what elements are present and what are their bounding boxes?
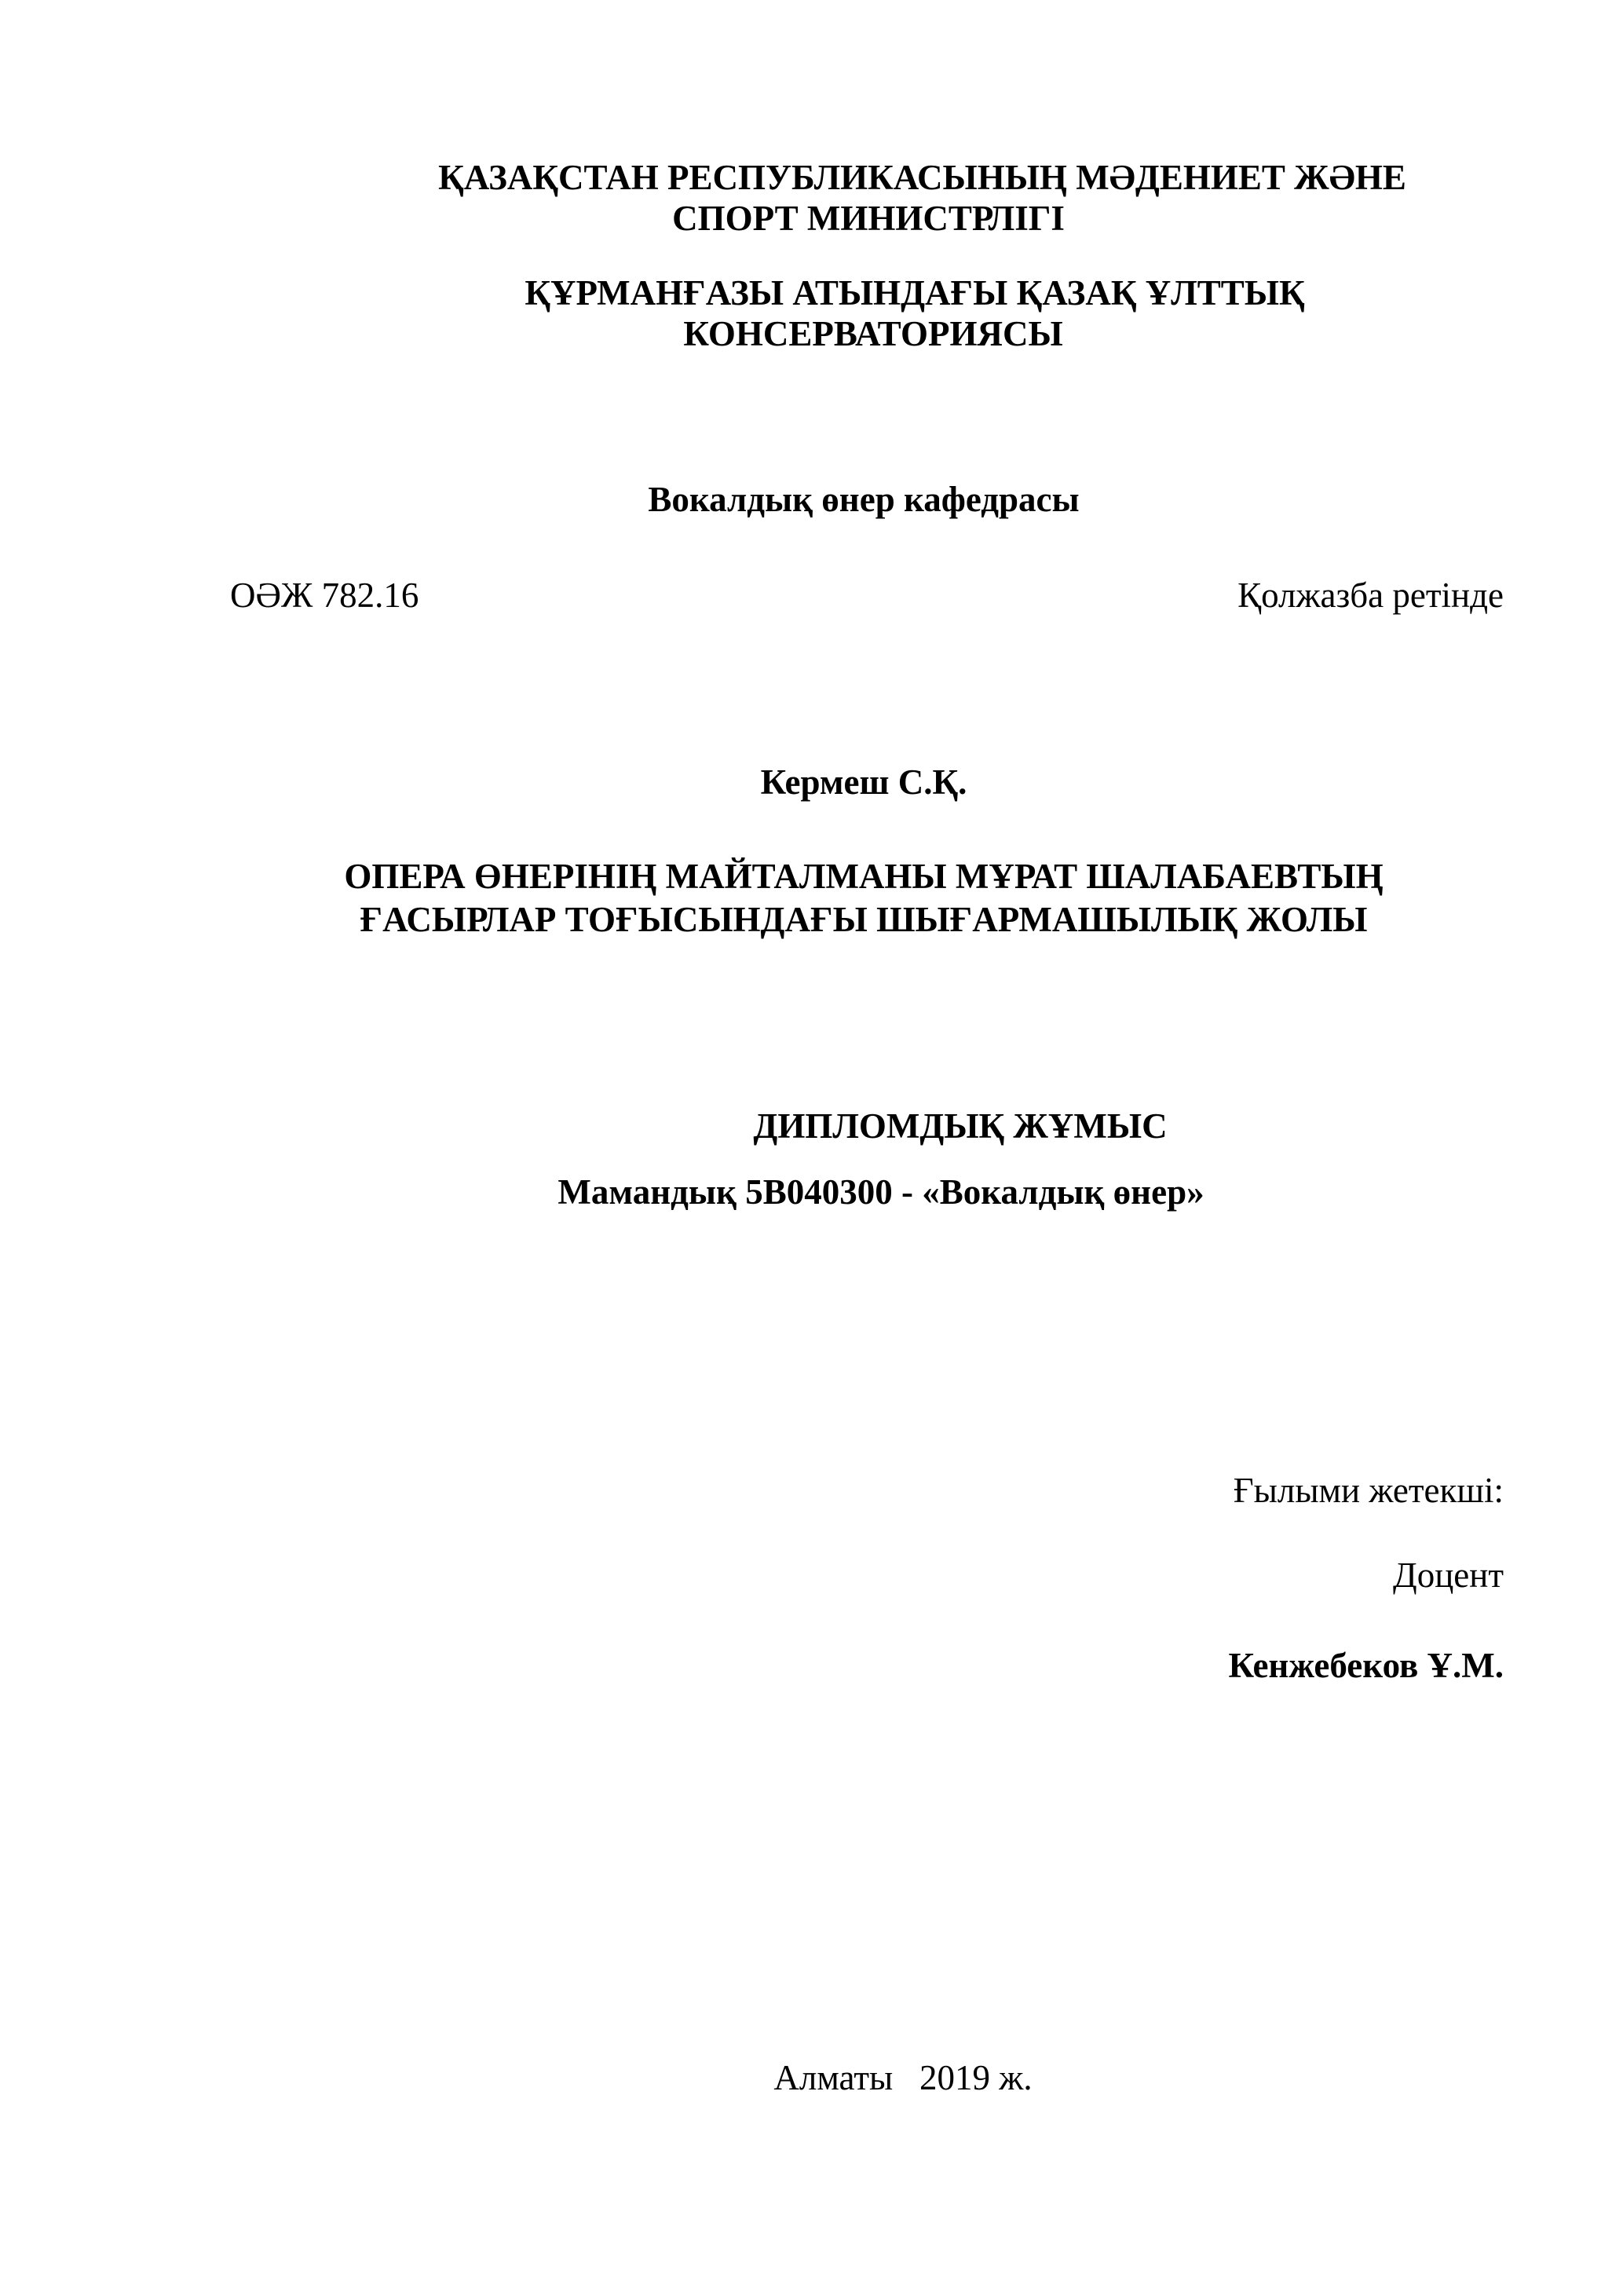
city-year: Алматы 2019 ж. — [773, 2058, 1033, 2097]
conservatory-line-2: КОНСЕРВАТОРИЯСЫ — [683, 314, 1063, 353]
specialty: Мамандық 5В040300 - «Вокалдық өнер» — [557, 1172, 1204, 1212]
supervisor-rank: Доцент — [1393, 1556, 1504, 1595]
thesis-title-line-1: ОПЕРА ӨНЕРІНІҢ МАЙТАЛМАНЫ МҰРАТ ШАЛАБАЕВТЫҢ — [344, 857, 1384, 896]
thesis-title-line-2: ҒАСЫРЛАР ТОҒЫСЫНДАҒЫ ШЫҒАРМАШЫЛЫҚ ЖОЛЫ — [360, 900, 1368, 939]
supervisor-label: Ғылыми жетекші: — [1233, 1471, 1504, 1510]
department-name: Вокалдық өнер кафедрасы — [648, 480, 1080, 519]
conservatory-line-1: ҚҰРМАНҒАЗЫ АТЫНДАҒЫ ҚАЗАҚ ҰЛТТЫҚ — [525, 273, 1305, 313]
supervisor-name: Кенжебеков Ұ.М. — [1228, 1646, 1504, 1685]
work-type: ДИПЛОМДЫҚ ЖҰМЫС — [753, 1106, 1168, 1146]
manuscript-note: Қолжазба ретінде — [1237, 576, 1504, 615]
author-name: Кермеш С.Қ. — [760, 762, 967, 802]
ministry-line-2: СПОРТ МИНИСТРЛІГІ — [672, 199, 1065, 238]
udc-code: ОӘЖ 782.16 — [230, 576, 419, 615]
ministry-line-1: ҚАЗАҚСТАН РЕСПУБЛИКАСЫНЫҢ МӘДЕНИЕТ ЖӘНЕ — [438, 158, 1406, 197]
